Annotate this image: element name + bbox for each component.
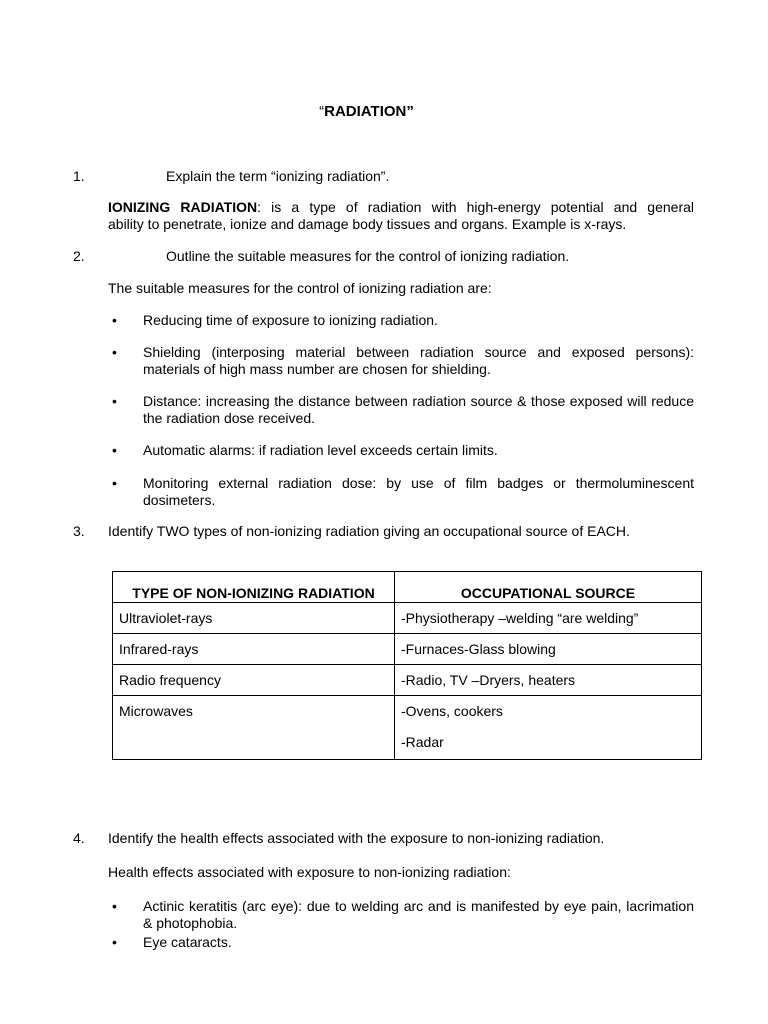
q2-bullet-4: Automatic alarms: if radiation level exceeds certain limits. [143,442,498,458]
title-open-quote: “ [319,103,325,120]
q1-answer-term: IONIZING RADIATION [108,199,258,215]
radiation-table [112,571,702,760]
q4-bullet-2: Eye cataracts. [143,934,232,950]
q2-number: 2. [73,248,85,264]
q1-answer [108,199,694,233]
title-text: RADIATION” [324,103,414,120]
q3-question: Identify TWO types of non-ionizing radiation giving an occupational source of EACH. [108,523,630,539]
table-cell-source-line2: -Radar [401,734,444,750]
bullet-glyph: • [112,898,117,914]
q2-bullet-2: Shielding (interposing material between radiation source and exposed persons): materials of high mass number are chosen for shielding. [143,344,694,377]
table-cell-type: Ultraviolet-rays [113,603,395,634]
q2-bullet-3: Distance: increasing the distance between radiation source & those exposed will reduce the radiation dose received. [143,393,694,426]
table-row [113,665,702,696]
table-row [113,603,702,634]
q4-number: 4. [73,830,85,846]
q3-number: 3. [73,523,85,539]
q1-answer-line2: ability to penetrate, ionize and damage body tissues and organs. Example is x-rays. [108,216,627,232]
table-header-source: OCCUPATIONAL SOURCE [395,572,702,603]
q1-answer-line1: : is a type of radiation with high-energy potential and general [257,199,695,215]
table-cell-source: -Radio, TV –Dryers, heaters [395,665,702,696]
table-cell-type: Infrared-rays [113,634,395,665]
bullet-glyph: • [112,442,117,458]
q2-intro: The suitable measures for the control of ionizing radiation are: [108,280,492,296]
q2-question: Outline the suitable measures for the control of ionizing radiation. [166,248,570,264]
bullet-glyph: • [112,934,117,950]
bullet-glyph: • [112,475,117,491]
q1-number: 1. [73,168,85,184]
q4-intro: Health effects associated with exposure to non-ionizing radiation: [108,864,511,880]
table-cell-source [395,696,702,760]
table-header-row [113,572,702,603]
bullet-glyph: • [112,393,117,409]
q2-bullet-1: Reducing time of exposure to ionizing radiation. [143,312,438,328]
bullet-glyph: • [112,312,117,328]
q1-question: Explain the term “ionizing radiation”. [166,168,390,184]
bullet-glyph: • [112,344,117,360]
q2-bullet-5: Monitoring external radiation dose: by use of film badges or thermoluminescent dosimeters. [143,475,694,508]
table-row [113,696,702,760]
page-title [0,103,733,120]
table-header-type: TYPE OF NON-IONIZING RADIATION [113,572,395,603]
table-cell-type: Microwaves [113,696,395,760]
table-cell-source-line1: -Ovens, cookers [401,703,503,719]
table-cell-source: -Physiotherapy –welding “are welding” [395,603,702,634]
table-cell-source: -Furnaces-Glass blowing [395,634,702,665]
q4-question: Identify the health effects associated with the exposure to non-ionizing radiation. [108,830,605,846]
table-row [113,634,702,665]
table-cell-type: Radio frequency [113,665,395,696]
q4-bullet-1: Actinic keratitis (arc eye): due to welding arc and is manifested by eye pain, lacrimation & photophobia. [143,898,694,931]
